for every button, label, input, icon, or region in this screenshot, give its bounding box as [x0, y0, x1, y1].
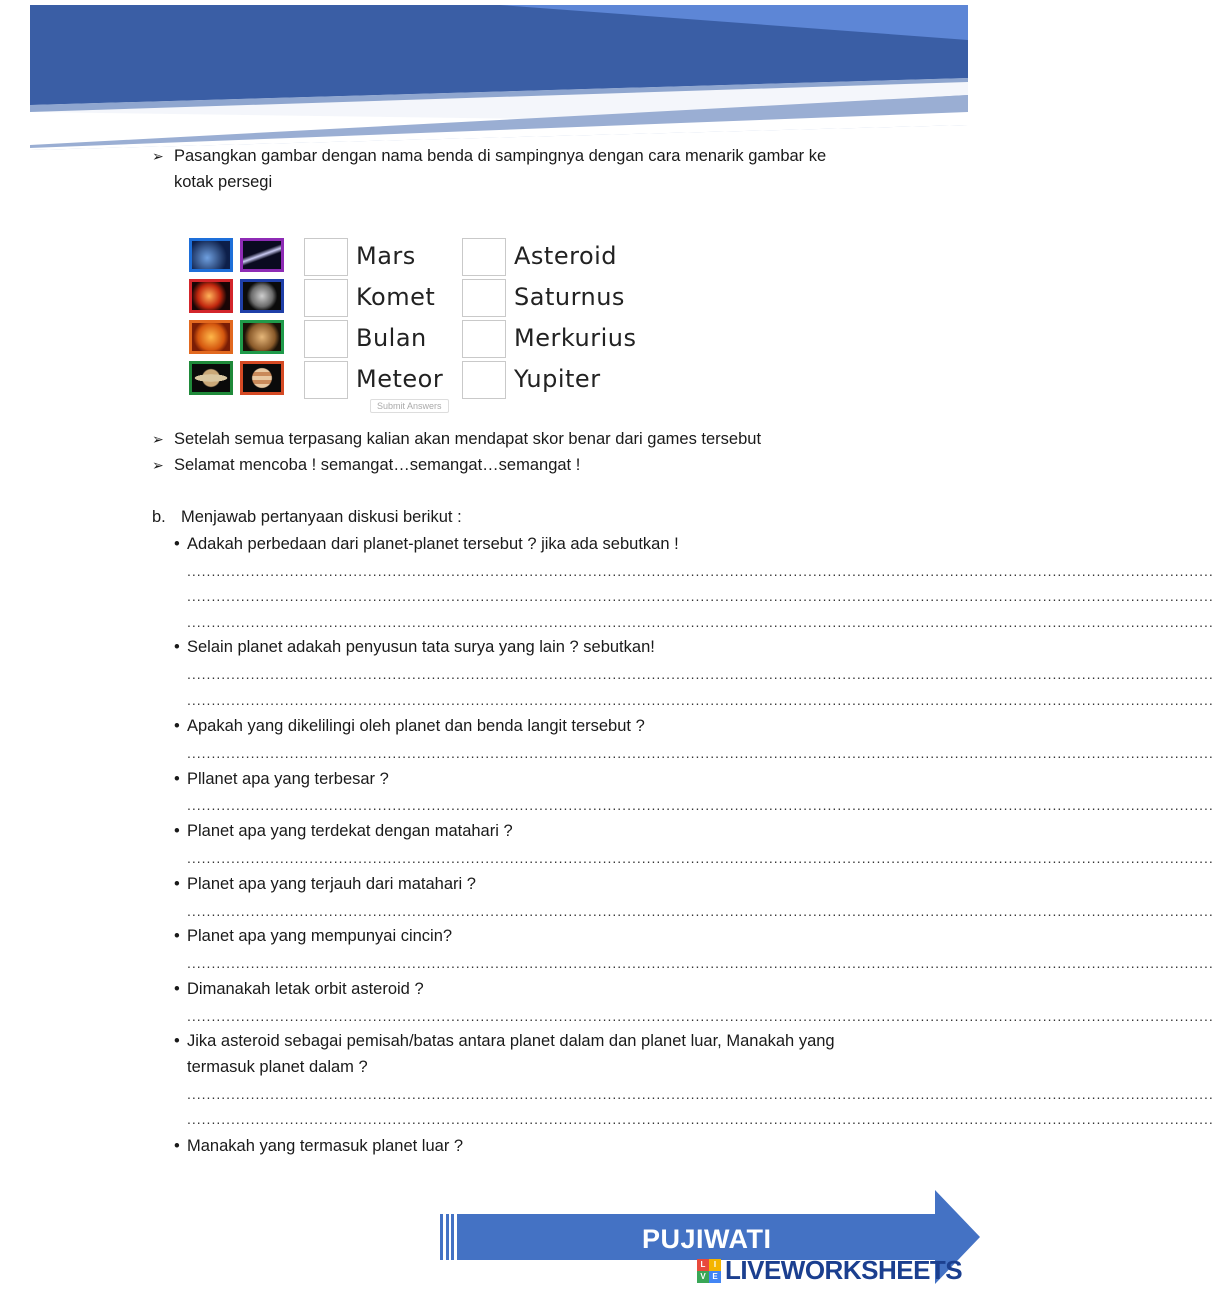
word-merkurius: Merkurius — [514, 324, 637, 352]
drop-box-saturnus[interactable] — [462, 279, 506, 317]
question-6: • Planet apa yang terjauh dari matahari ? — [174, 875, 476, 893]
sun-image[interactable] — [189, 320, 233, 354]
question-5: • Planet apa yang terdekat dengan matahari ? — [174, 822, 513, 840]
instruction-line-1: ➢ Pasangkan gambar dengan nama benda di sampingnya dengan cara menarik gambar ke — [152, 143, 826, 169]
answer-line[interactable]: .................................................................................................................................................................................................................. — [187, 692, 1214, 708]
liveworksheets-logo-icon: L I V E — [697, 1259, 721, 1283]
question-3: • Apakah yang dikelilingi oleh planet dan benda langit tersebut ? — [174, 717, 645, 735]
question-1: • Adakah perbedaan dari planet-planet tersebut ? jika ada sebutkan ! — [174, 535, 679, 553]
answer-line[interactable]: .................................................................................................................................................................................................................. — [187, 614, 1214, 630]
arrow-bullet-icon: ➢ — [152, 148, 164, 164]
arrow-bullet-icon: ➢ — [152, 457, 164, 473]
instruction-line-2: kotak persegi — [174, 173, 273, 191]
tree-image[interactable] — [240, 320, 284, 354]
word-asteroid: Asteroid — [514, 242, 618, 270]
question-9: • Jika asteroid sebagai pemisah/batas antara planet dalam dan planet luar, Manakah yang — [174, 1032, 835, 1050]
author-name: PUJIWATI — [642, 1224, 772, 1254]
question-10: • Manakah yang termasuk planet luar ? — [174, 1137, 464, 1155]
jupiter-image[interactable] — [240, 361, 284, 395]
answer-line[interactable]: .................................................................................................................................................................................................................. — [187, 1111, 1214, 1127]
question-9-continued: termasuk planet dalam ? — [187, 1058, 368, 1076]
liveworksheets-wordmark: LIVEWORKSHEETS — [725, 1255, 963, 1285]
drop-box-mars[interactable] — [304, 238, 348, 276]
comet-image[interactable] — [240, 238, 284, 272]
saturn-image[interactable] — [189, 361, 233, 395]
answer-line[interactable]: .................................................................................................................................................................................................................. — [187, 1086, 1214, 1102]
answer-line[interactable]: .................................................................................................................................................................................................................. — [187, 1008, 1214, 1024]
word-bulan: Bulan — [356, 324, 427, 352]
galaxy-image[interactable] — [189, 238, 233, 272]
moon-image[interactable] — [240, 279, 284, 313]
word-meteor: Meteor — [356, 365, 444, 393]
answer-line[interactable]: .................................................................................................................................................................................................................. — [187, 850, 1214, 866]
after-instruction-1: ➢ Setelah semua terpasang kalian akan mendapat skor benar dari games tersebut — [152, 426, 761, 452]
answer-line[interactable]: .................................................................................................................................................................................................................. — [187, 797, 1214, 813]
word-yupiter: Yupiter — [514, 365, 601, 393]
answer-line[interactable]: .................................................................................................................................................................................................................. — [187, 666, 1214, 682]
word-komet: Komet — [356, 283, 436, 311]
question-4: • Pllanet apa yang terbesar ? — [174, 770, 389, 788]
drop-box-komet[interactable] — [304, 279, 348, 317]
submit-answers-button[interactable]: Submit Answers — [370, 399, 449, 413]
question-7: • Planet apa yang mempunyai cincin? — [174, 927, 453, 945]
drop-box-yupiter[interactable] — [462, 361, 506, 399]
word-mars: Mars — [356, 242, 416, 270]
answer-line[interactable]: .................................................................................................................................................................................................................. — [187, 903, 1214, 919]
section-b-heading — [152, 504, 462, 530]
answer-line[interactable]: .................................................................................................................................................................................................................. — [187, 955, 1214, 971]
header-banner — [0, 0, 1000, 160]
mars-image[interactable] — [189, 279, 233, 313]
drop-box-meteor[interactable] — [304, 361, 348, 399]
after-instruction-2: ➢ Selamat mencoba ! semangat…semangat…semangat ! — [152, 452, 580, 478]
word-saturnus: Saturnus — [514, 283, 625, 311]
matching-game — [185, 232, 665, 417]
answer-line[interactable]: .................................................................................................................................................................................................................. — [187, 588, 1214, 604]
section-label: b. — [152, 508, 166, 526]
section-title: Menjawab pertanyaan diskusi berikut : — [181, 508, 462, 526]
liveworksheets-brand — [697, 1255, 962, 1286]
arrow-bullet-icon: ➢ — [152, 431, 164, 447]
answer-line[interactable]: .................................................................................................................................................................................................................. — [187, 563, 1214, 579]
drop-box-merkurius[interactable] — [462, 320, 506, 358]
answer-line[interactable]: .................................................................................................................................................................................................................. — [187, 745, 1214, 761]
question-8: • Dimanakah letak orbit asteroid ? — [174, 980, 424, 998]
drop-box-asteroid[interactable] — [462, 238, 506, 276]
question-2: • Selain planet adakah penyusun tata surya yang lain ? sebutkan! — [174, 638, 655, 656]
drop-box-bulan[interactable] — [304, 320, 348, 358]
